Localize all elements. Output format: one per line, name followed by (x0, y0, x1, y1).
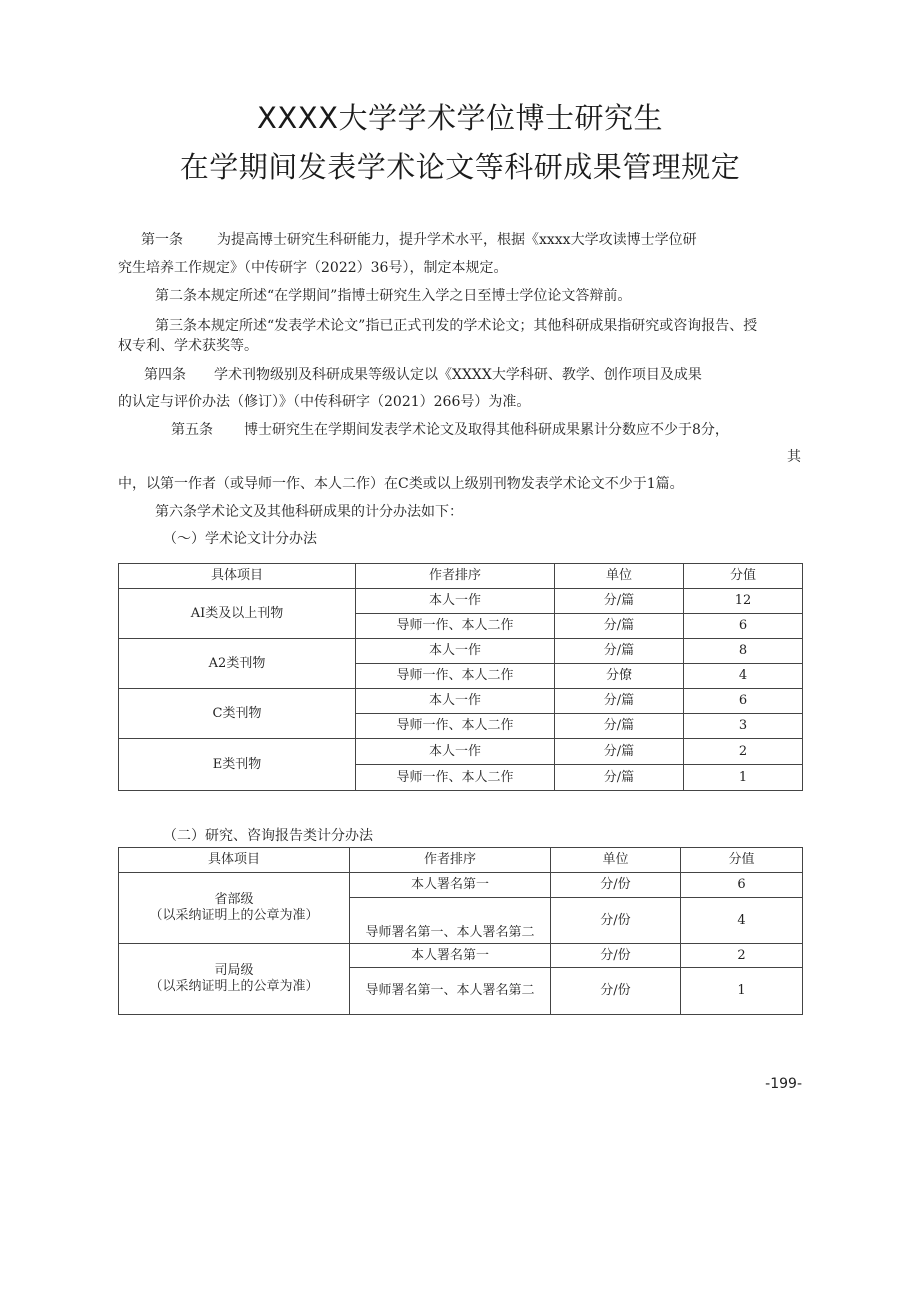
table-header-row (119, 848, 803, 873)
unit-cell: 分/份 (551, 944, 681, 968)
article-5-line2: 中，以第一作者（或导师一作、本人二作）在C类或以上级别刊物发表学术论文不少于1篇。 (118, 476, 684, 492)
doc-title-line1: XXXX大学学术学位博士研究生 (257, 101, 663, 135)
item-level: 司局级 (214, 963, 254, 978)
table-row (119, 589, 803, 614)
report-score-table (118, 847, 803, 1015)
header-score: 分值 (681, 848, 803, 873)
section-2-heading: （二）研究、咨询报告类计分办法 (163, 828, 373, 844)
table-row (119, 639, 803, 664)
author-cell: 导师一作、本人二作 (356, 714, 555, 739)
unit-cell: 分/篇 (555, 639, 684, 664)
author-cell: 导师署名第一、本人署名第二 (350, 968, 551, 1015)
header-item: 具体项目 (119, 848, 350, 873)
header-item: 具体项目 (119, 564, 356, 589)
table-row (119, 739, 803, 765)
table-row (119, 873, 803, 898)
author-cell: 本人署名第一 (350, 944, 551, 968)
header-unit: 单位 (551, 848, 681, 873)
score-cell: 12 (684, 589, 803, 614)
doc-title-line2: 在学期间发表学术论文等科研成果管理规定 (179, 150, 741, 184)
header-author: 作者排序 (356, 564, 555, 589)
item-cell (119, 873, 350, 944)
unit-cell: 分/篇 (555, 589, 684, 614)
unit-cell: 分/份 (551, 898, 681, 944)
article-5-tail: 其 (787, 449, 801, 465)
unit-cell: 分/份 (551, 968, 681, 1015)
item-cell: A2类刊物 (119, 639, 356, 689)
author-cell: 本人一作 (356, 639, 555, 664)
unit-cell: 分/份 (551, 873, 681, 898)
author-cell: 本人一作 (356, 589, 555, 614)
author-cell: 导师署名第一、本人署名第二 (350, 898, 551, 944)
article-1-line1: 为提高博士研究生科研能力，提升学术水平，根据《xxxx大学攻读博士学位研 (217, 232, 697, 248)
item-cell (119, 944, 350, 1015)
author-cell: 导师一作、本人二作 (356, 614, 555, 639)
score-cell: 3 (684, 714, 803, 739)
score-cell: 6 (684, 689, 803, 714)
score-cell: 2 (684, 739, 803, 765)
article-5-heading: 第五条 (171, 422, 213, 438)
score-cell: 4 (681, 898, 803, 944)
article-1-heading: 第一条 (141, 232, 183, 248)
article-3-line1: 第三条本规定所述“发表学术论文”指已正式刊发的学术论文；其他科研成果指研究或咨询报告、授 (155, 318, 758, 334)
page-number: -199- (765, 1076, 802, 1092)
article-2: 第二条本规定所述“在学期间”指博士研究生入学之日至博士学位论文答辩前。 (155, 288, 632, 304)
score-cell: 8 (684, 639, 803, 664)
unit-cell: 分/篇 (555, 739, 684, 765)
article-3-line2: 权专利、学术获奖等。 (118, 338, 258, 354)
table-row (119, 689, 803, 714)
author-cell: 本人一作 (356, 689, 555, 714)
header-author: 作者排序 (350, 848, 551, 873)
table-header-row (119, 564, 803, 589)
header-unit: 单位 (555, 564, 684, 589)
item-cell: AI类及以上刊物 (119, 589, 356, 639)
article-5-line1: 博士研究生在学期间发表学术论文及取得其他科研成果累计分数应不少于8分， (244, 422, 729, 438)
article-6: 第六条学术论文及其他科研成果的计分办法如下： (155, 504, 463, 520)
score-cell: 1 (684, 765, 803, 791)
author-cell: 本人一作 (356, 739, 555, 765)
unit-cell: 分/篇 (555, 689, 684, 714)
item-cell: C类刊物 (119, 689, 356, 739)
score-cell: 1 (681, 968, 803, 1015)
unit-cell: 分/篇 (555, 765, 684, 791)
article-4-heading: 第四条 (144, 367, 186, 383)
article-1-line2: 究生培养工作规定》（中传研字（2022）36号），制定本规定。 (118, 260, 508, 276)
header-score: 分值 (684, 564, 803, 589)
unit-cell: 分/篇 (555, 714, 684, 739)
article-4-line2: 的认定与评价办法（修订）》（中传科研字（2021）266号）为准。 (118, 394, 531, 410)
article-4-line1: 学术刊物级别及科研成果等级认定以《XXXX大学科研、教学、创作项目及成果 (214, 367, 702, 383)
item-cell: E类刊物 (119, 739, 356, 791)
item-note: （以采纳证明上的公章为准） (149, 908, 319, 923)
author-cell: 导师一作、本人二作 (356, 664, 555, 689)
score-cell: 6 (684, 614, 803, 639)
author-cell: 本人署名第一 (350, 873, 551, 898)
item-note: （以采纳证明上的公章为准） (149, 979, 319, 994)
unit-cell: 分/篇 (555, 614, 684, 639)
table-row (119, 944, 803, 968)
item-level: 省部级 (214, 892, 254, 907)
score-cell: 2 (681, 944, 803, 968)
section-1-heading: （〜）学术论文计分办法 (163, 531, 317, 547)
score-cell: 6 (681, 873, 803, 898)
author-cell: 导师一作、本人二作 (356, 765, 555, 791)
unit-cell: 分僚 (555, 664, 684, 689)
score-cell: 4 (684, 664, 803, 689)
paper-score-table (118, 563, 803, 791)
